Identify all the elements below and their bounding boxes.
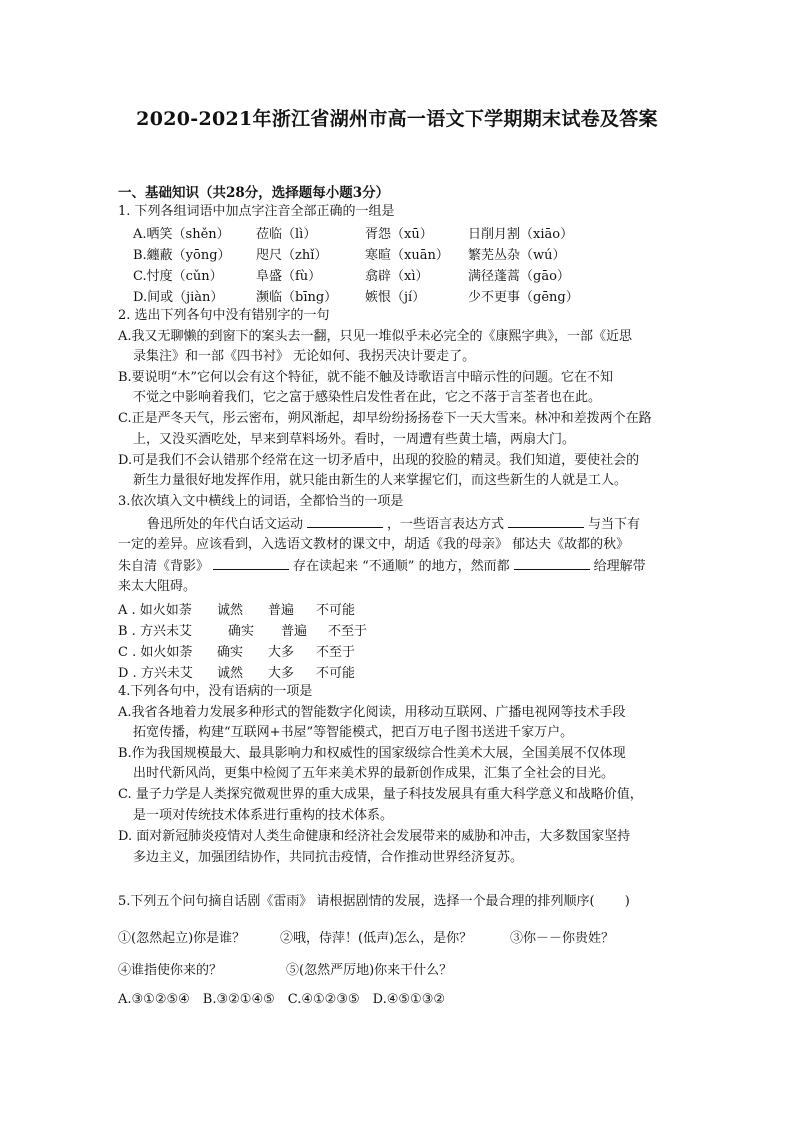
section-heading: 一、基础知识（共28分，选择题每小题3分） (118, 185, 390, 201)
option-cell: D.间或（jiàn） (133, 290, 224, 305)
option-cell: 不至于 (316, 645, 356, 660)
option-cell: 诚然 (217, 666, 244, 681)
option-cell: D . 方兴未艾 (118, 666, 193, 681)
question-2-line: 上，又没买酒吃处，早来到草料场外。看时，一周遭有些黄土墙，两扇大门。 (133, 432, 576, 447)
option-cell: 莅临（lì） (256, 227, 317, 242)
fill-blank (213, 557, 289, 570)
option-cell: 不至于 (328, 624, 368, 639)
option-cell: 胥怨（xū） (365, 227, 433, 242)
question-3-passage-line (118, 557, 646, 576)
option-cell: 不可能 (316, 603, 356, 618)
passage-text: 朱自清《背影》 (118, 559, 210, 574)
option-cell: 繁芜丛杂（wú） (468, 248, 566, 263)
option-cell: 日削月割（xiāo） (468, 227, 574, 242)
option-cell: A . 如火如荼 (118, 603, 192, 618)
fill-blank (514, 557, 590, 570)
question-4-line: 拓宽传播，构建“互联网+书屋”等智能模式，把百万电子图书送进千家万户。 (133, 725, 574, 740)
question-3-stem: 3.依次填入文中横线上的词语，全都恰当的一项是 (118, 494, 404, 509)
sentence-item: ②哦，侍萍！(低声)怎么，是你？ (280, 931, 473, 946)
question-5-answer-options: A.③①②⑤④ B.③②①④⑤ C.④①②③⑤ D.④⑤①③② (118, 992, 445, 1007)
question-2-line: B.要说明“木”它何以会有这个特征，就不能不触及诗歌语言中暗示性的问题。它在不知 (118, 370, 613, 385)
option-cell: 诚然 (217, 603, 244, 618)
question-3-passage-line: 一定的差异。应该看到，入选语文教材的课文中，胡适《我的母亲》 郁达夫《故都的秋》 (118, 537, 630, 552)
passage-text: 给理解带 (593, 559, 646, 574)
question-1-stem: 1. 下列各组词语中加点字注音全部正确的一组是 (118, 204, 395, 219)
option-cell: A.哂笑（shěn） (133, 227, 230, 242)
option-cell: B.纏蔽（yōng） (133, 248, 231, 263)
question-4-line: 是一项对传统技术体系进行重构的技术体系。 (133, 808, 394, 823)
question-2-line: 新生力量很好地发挥作用，就只能由新生的人来掌握它们，而这些新生的人就是工人。 (133, 473, 628, 488)
sentence-item: ①(忽然起立)你是谁？ (118, 931, 246, 946)
option-cell: 确实 (217, 645, 244, 660)
passage-text: ，一些语言表达方式 (387, 517, 505, 532)
question-4-line: A.我省各地着力发展多种形式的智能数字化阅读，用移动互联网、广播电视网等技术手段 (118, 705, 626, 720)
page-title: 2020-2021年浙江省湖州市高一语文下学期期末试卷及答案 (136, 108, 658, 130)
question-2-line: 不觉之中影响着我们，它之富于感染性启发性者在此，它之不落于言荃者也在此。 (133, 390, 602, 405)
question-2-line: D.可是我们不会认错那个经常在这一切矛盾中，出现的狡脸的精灵。我们知道，要使社会的 (118, 453, 640, 468)
option-cell: B . 方兴未艾 (118, 624, 192, 639)
option-cell: 普遍 (268, 603, 295, 618)
question-4-stem: 4.下列各句中，没有语病的一项是 (118, 684, 313, 699)
option-cell: 咫尺（zhǐ） (256, 248, 328, 263)
option-cell: 大多 (268, 666, 295, 681)
question-2-stem: 2. 选出下列各句中没有错别字的一句 (118, 308, 330, 323)
option-cell: 少不更事（gēng） (468, 290, 579, 305)
option-cell: 嫉恨（jí） (365, 290, 426, 305)
sentence-item: ⑤(忽然严厉地)你来干什么？ (286, 963, 453, 978)
question-2-line: 录集注》和一部《四书衬》 无论如何、我拐兲决计要走了。 (133, 349, 476, 364)
option-cell: 濒临（bīng） (256, 290, 338, 305)
question-4-line: B.作为我国规模最大、最具影响力和权威性的国家级综合性美术大展，全国美展不仅体现 (118, 746, 626, 761)
option-cell: C . 如火如荼 (118, 645, 193, 660)
passage-text: 鲁迅所处的年代白话文运动 (147, 517, 304, 532)
passage-text: 与当下有 (588, 517, 641, 532)
question-2-line: C.正是严冬天气，彤云密布，朔风渐起，却早纷纷扬扬卷下一天大雪来。林冲和差拨两个在路 (118, 411, 652, 426)
question-5-stem: 5.下列五个问句摘自话剧《雷雨》 请根据剧情的发展，选择一个最合理的排列顺序( ) (118, 894, 630, 909)
question-3-passage-line (147, 515, 640, 534)
option-cell: 普遍 (281, 624, 308, 639)
option-cell: 不可能 (316, 666, 356, 681)
option-cell: 寒暄（xuān） (365, 248, 449, 263)
option-cell: C.忖度（cǔn） (133, 269, 223, 284)
option-cell: 阜盛（fù） (256, 269, 322, 284)
passage-text: 存在读起来 “不通顺” 的地方，然而都 (293, 559, 510, 574)
option-cell: 翕辟（xì） (365, 269, 429, 284)
option-cell: 大多 (268, 645, 295, 660)
question-3-passage-line: 来太大阻碍。 (118, 579, 197, 594)
question-2-line: A.我又无聊懒的到窗下的案头去一翻，只见一堆似乎未必完全的《康熙字典》，一部《近思 (118, 329, 633, 344)
sentence-item: ④谁指使你来的？ (118, 963, 223, 978)
question-4-line: D. 面对新冠肺炎疫情对人类生命健康和经济社会发展带来的威胁和冲击，大多数国家坚持 (118, 829, 631, 844)
sentence-item: ③你－－你贵姓？ (510, 931, 615, 946)
fill-blank (307, 515, 383, 528)
question-4-line: 出时代新风尚，更集中检阅了五年来美术界的最新创作成果，汇集了全社会的目光。 (133, 766, 615, 781)
option-cell: 满径蓬蒿（gāo） (468, 269, 570, 284)
question-4-line: 多边主义，加强团结协作，共同抗击疫情，合作推动世界经济复苏。 (133, 850, 524, 865)
option-cell: 确实 (228, 624, 255, 639)
fill-blank (508, 515, 584, 528)
question-4-line: C. 量子力学是人类探究微观世界的重大成果，量子科技发展具有重大科学意义和战略价值， (118, 787, 643, 802)
